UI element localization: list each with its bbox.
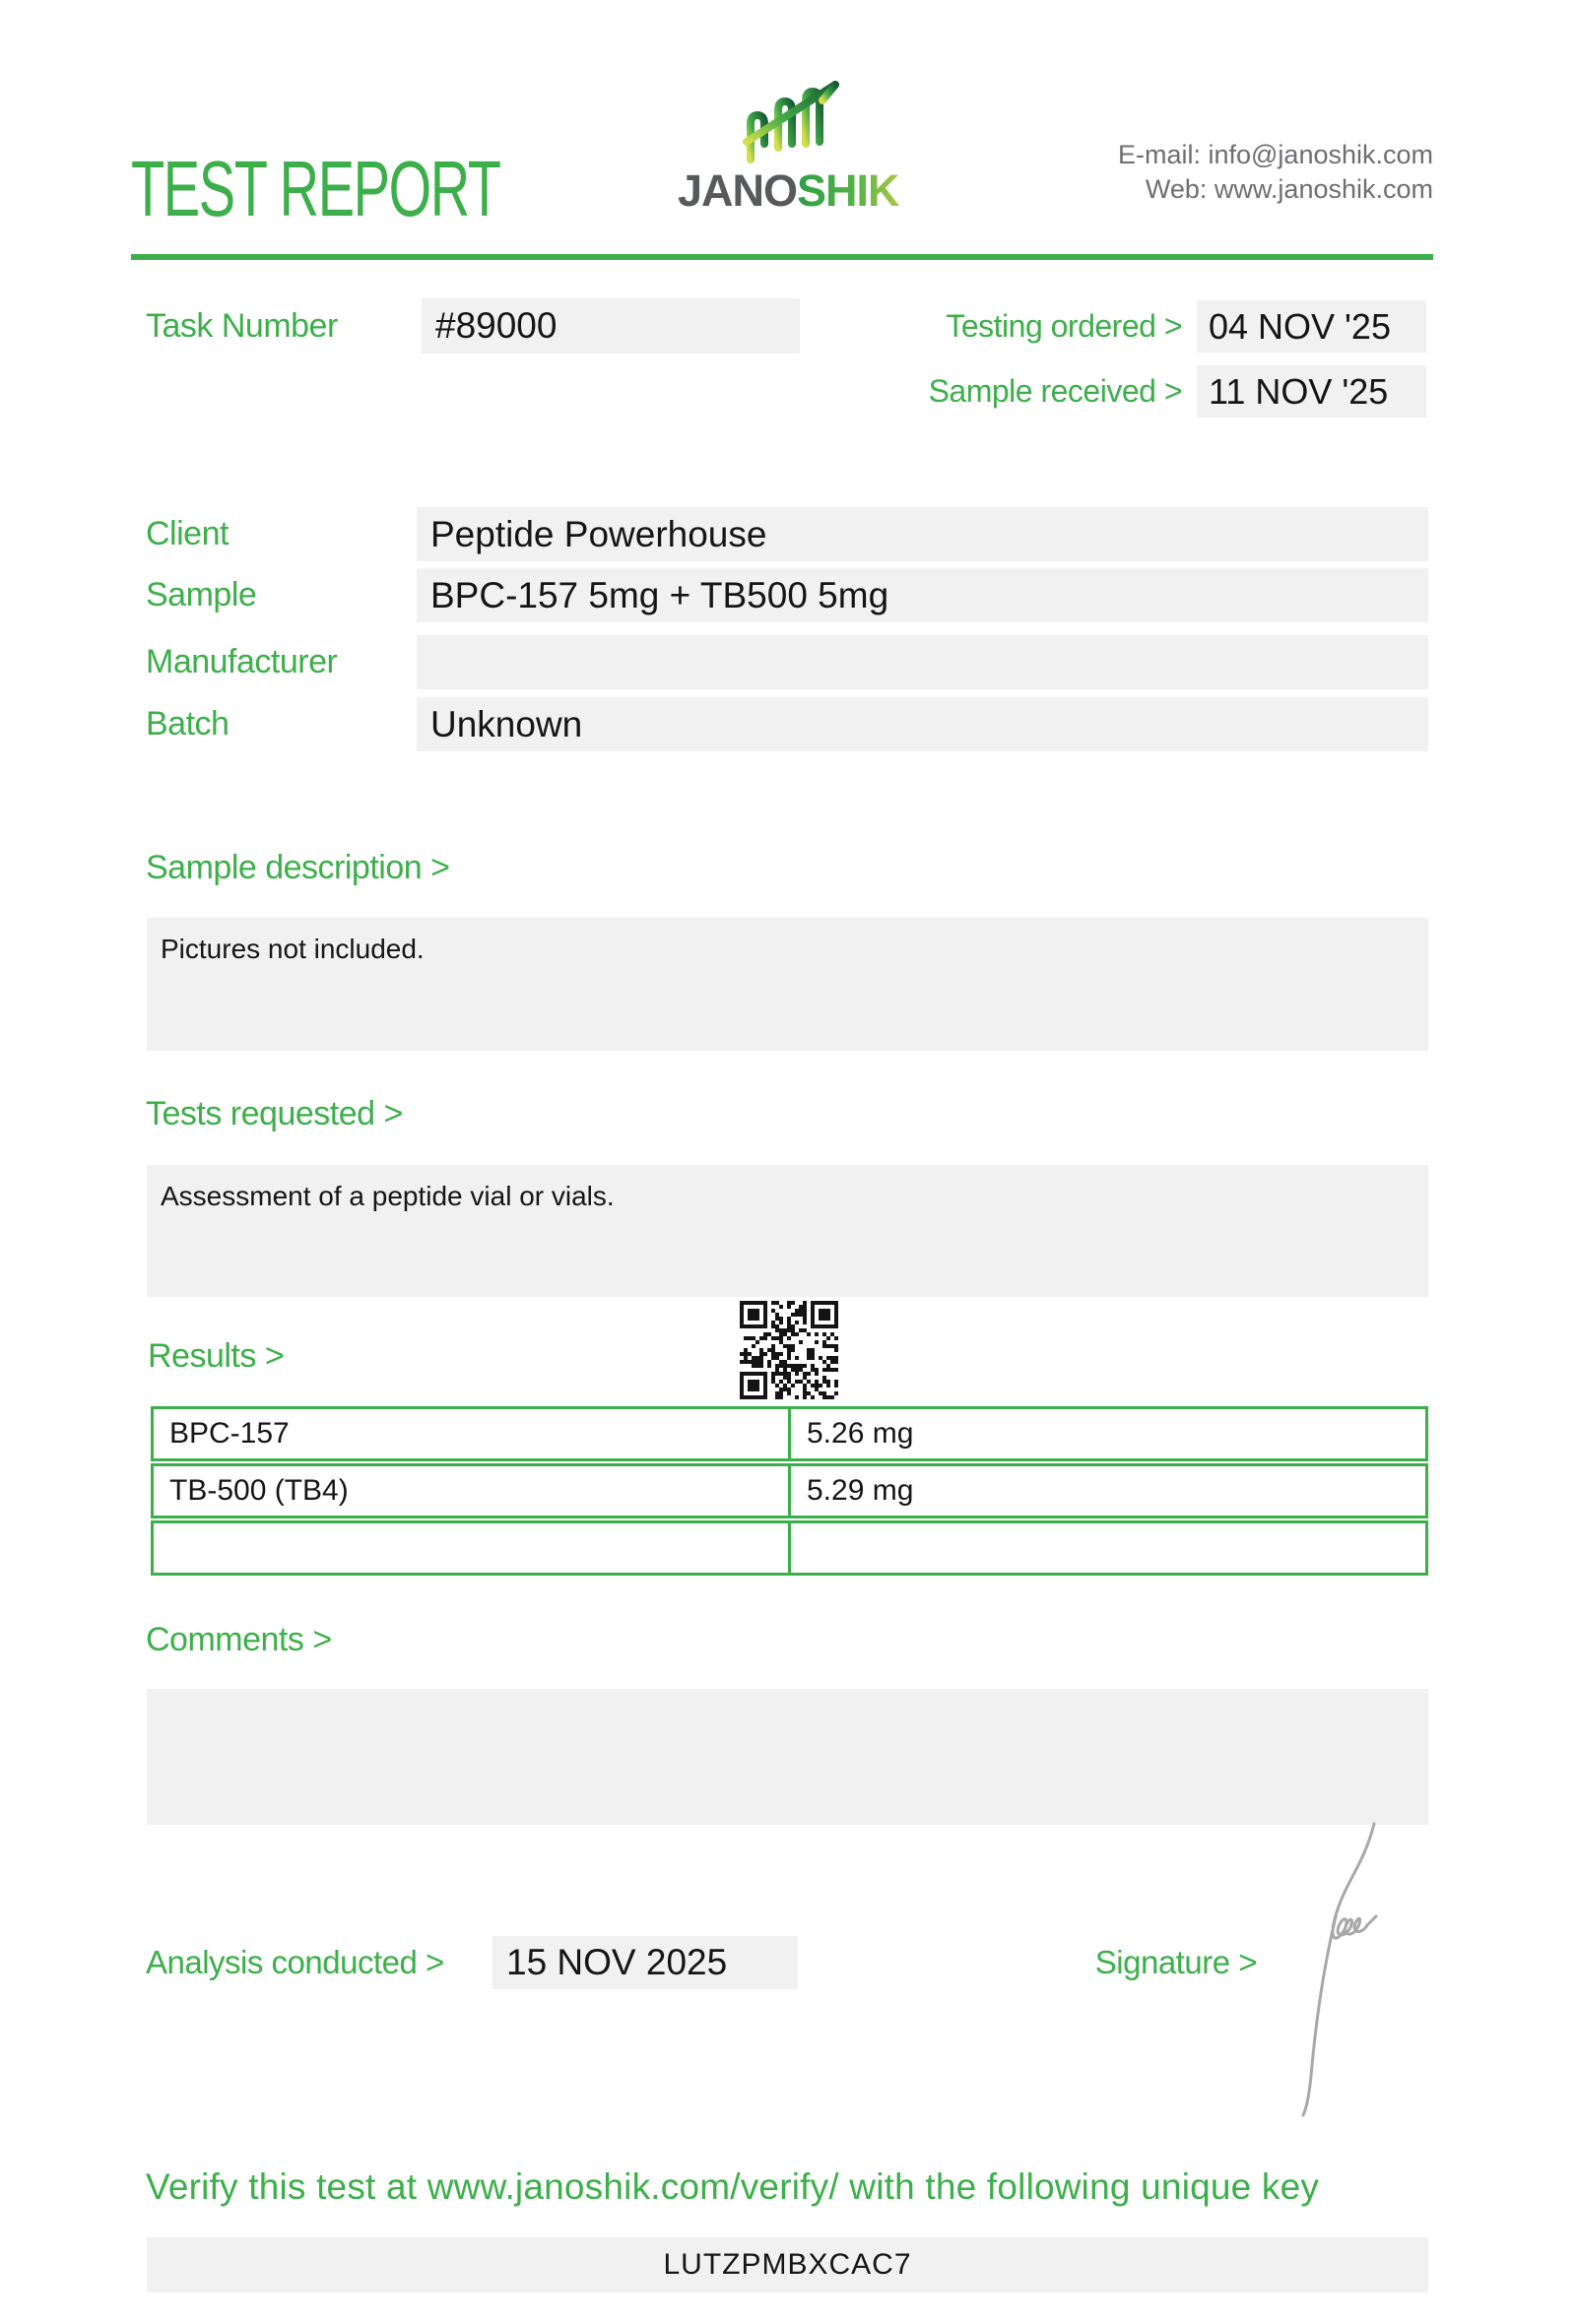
sample-received-label: Sample received >: [928, 373, 1182, 409]
results-table-row: [151, 1406, 1428, 1461]
email-value: info@janoshik.com: [1208, 140, 1433, 169]
task-number-label: Task Number: [146, 307, 338, 345]
signature-label: Signature >: [1094, 1944, 1257, 1980]
wordmark-shik: SHIK: [797, 165, 899, 216]
sample-description-heading: Sample description >: [146, 849, 450, 886]
result-amount: [788, 1523, 1425, 1573]
web-value: www.janoshik.com: [1214, 174, 1433, 204]
client-label: Client: [146, 515, 229, 552]
comments-heading: Comments >: [146, 1621, 332, 1658]
comments-text: [147, 1689, 1428, 1705]
report-title: [131, 144, 658, 234]
sample-description-text: Pictures not included.: [161, 934, 425, 964]
batch-value: Unknown: [430, 704, 583, 744]
sample-value-box: [417, 568, 1428, 622]
janoshik-wordmark: [678, 165, 898, 217]
testing-ordered-value: 04 NOV '25: [1209, 306, 1391, 347]
janoshik-chart-logo-icon: [741, 79, 843, 163]
tests-requested-box: [147, 1165, 1428, 1297]
client-value: Peptide Powerhouse: [430, 514, 767, 554]
header-divider: [131, 254, 1433, 260]
contact-info: [1118, 138, 1433, 207]
results-table-row: [151, 1463, 1428, 1518]
analysis-conducted-label: Analysis conducted >: [146, 1944, 444, 1980]
manufacturer-label: Manufacturer: [146, 643, 338, 680]
batch-label: Batch: [146, 705, 230, 742]
result-analyte: BPC-157: [169, 1417, 290, 1450]
email-label: E-mail:: [1117, 140, 1201, 169]
contact-web-line: [1118, 172, 1433, 207]
result-analyte: [154, 1523, 788, 1573]
analysis-date-value: 15 NOV 2025: [506, 1942, 728, 1982]
sample-received-box: [1197, 365, 1426, 418]
results-heading: Results >: [148, 1337, 285, 1375]
sample-value: BPC-157 5mg + TB500 5mg: [430, 575, 889, 615]
results-table-row: [151, 1520, 1428, 1576]
comments-box: [147, 1689, 1428, 1825]
qr-code: [739, 1300, 839, 1400]
verify-key-value: LUTZPMBXCAC7: [663, 2248, 912, 2281]
result-amount: 5.26 mg: [788, 1409, 1425, 1458]
signature-scribble: [1276, 1822, 1413, 2117]
manufacturer-value-box: [417, 635, 1428, 689]
tests-requested-text: Assessment of a peptide vial or vials.: [161, 1181, 615, 1211]
analysis-date-box: [492, 1936, 798, 1989]
report-title-text: TEST REPORT: [131, 145, 500, 232]
sample-received-value: 11 NOV '25: [1209, 371, 1389, 412]
client-value-box: [417, 507, 1428, 561]
contact-email-line: [1118, 138, 1433, 172]
verify-key-box: [147, 2237, 1428, 2292]
task-number-box: [422, 298, 800, 354]
tests-requested-heading: Tests requested >: [146, 1095, 403, 1132]
testing-ordered-label: Testing ordered >: [946, 308, 1182, 344]
result-analyte: TB-500 (TB4): [169, 1474, 349, 1507]
testing-ordered-box: [1197, 300, 1426, 353]
sample-label: Sample: [146, 576, 257, 613]
wordmark-jano: JANO: [678, 165, 798, 216]
sample-description-box: [147, 918, 1428, 1051]
batch-value-box: [417, 697, 1428, 751]
web-label: Web:: [1145, 174, 1208, 204]
results-table: [151, 1406, 1428, 1576]
verify-instruction: Verify this test at www.janoshik.com/verify/ with the following unique key: [146, 2166, 1320, 2207]
result-amount: 5.29 mg: [788, 1466, 1425, 1516]
task-number-value: #89000: [435, 305, 558, 346]
